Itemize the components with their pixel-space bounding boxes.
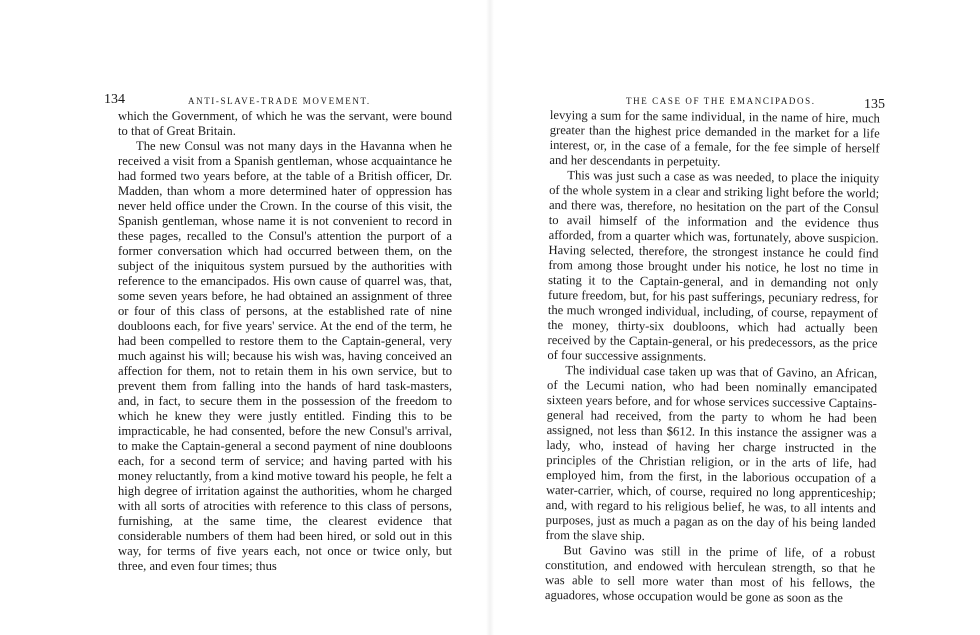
running-head: ANTI-SLAVE-TRADE MOVEMENT. <box>188 96 371 106</box>
page-body <box>545 108 880 606</box>
page-number: 134 <box>104 92 125 107</box>
running-head: THE CASE OF THE EMANCIPADOS. <box>626 96 816 106</box>
right-page <box>490 0 980 635</box>
page-number: 135 <box>864 97 885 112</box>
paragraph: The individual case taken up was that of Gavino, an African, of the Lecumi nation, who had been nominally emancipated sixteen years before, and for whose services successive Captains-general had received, from the party to whom he had been assigned, not less than $612. In this instance the assigner was a lady, who, instead of having her charge instructed in the principles of the Christian religion, or in the arts of life, had employed him, from the first, in the laborious occupation of a water-carrier, which, of course, required no long apprenticeship; and, with regard to his religious belief, he was, to all intents and purposes, just as much a pagan as on the day of his being landed from the slave ship. <box>545 363 878 544</box>
paragraph: The new Consul was not many days in the Havanna when he received a visit from a Spanish gentleman, whose acquaintance he had formed two years before, at the table of a British officer, Dr. Madden, than whom a more determined hater of oppression has never held office under the Crown. In the course of this visit, the Spanish gentleman, whose name it is not convenient to record in these pages, recalled to the Consul's attention the purport of a former conversation which had occurred between them, on the subject of the iniquitous system pursued by the authorities with reference to the emancipados. His own cause of quarrel was, that, some seven years before, he had obtained an assignment of three or four of this class of persons, at the established rate of nine doubloons each, for five years' service. At the end of the term, he had been compelled to restore them to the Captain-general, very much against his will; because his wish was, having conceived an affection for them, not to retain them in his own service, but to prevent them from falling into the hands of hard task-masters, and, in fact, to secure them in the possession of the freedom to which he knew they were justly entitled. Finding this to be impracticable, he had consented, before the new Consul's arrival, to make the Captain-general a second payment of nine doubloons each, for a second term of service; and having parted with his money reluctantly, from a kind motive toward his people, he felt a high degree of irritation against the authorities, whom he charged with all sorts of atrocities with reference to this class of persons, furnishing, at the same time, the clearest evidence that considerable numbers of them had been hired, or sold out in this way, for terms of five years each, not once or twice only, but three, and even four times; thus <box>118 139 452 573</box>
page-body <box>118 109 452 574</box>
paragraph: This was just such a case as was needed, to place the iniquity of the whole system in a clear and striking light before the world; and there was, therefore, no hesitation on the part of the Consul to avail himself of the information and the evidence thus afforded, from a quarter which was, fortunately, above suspicion. Having selected, therefore, the strongest instance he could find from among those brought under his notice, he lost no time in stating it to the Captain-general, and in demanding not only future freedom, but, for his past sufferings, pecuniary redress, for the much wronged individual, including, of course, repayment of the money, thirty-six doubloons, which had actually been received by the Captain-general, or his predecessors, as the price of four successive assignments. <box>547 168 880 364</box>
paragraph: which the Government, of which he was the servant, were bound to that of Great Britain. <box>118 109 452 138</box>
paragraph: levying a sum for the same individual, in the name of hire, much greater than the highest price demanded in the market for a life interest, or, in the case of a female, for the fee simple of herself and her descendants in perpetuity. <box>549 108 880 169</box>
paragraph: But Gavino was still in the prime of life, of a robust constitution, and endowed with herculean strength, so that he was able to sell more water than most of his fellows, the aguadores, whose occupation would be gone as soon as the <box>544 543 876 606</box>
